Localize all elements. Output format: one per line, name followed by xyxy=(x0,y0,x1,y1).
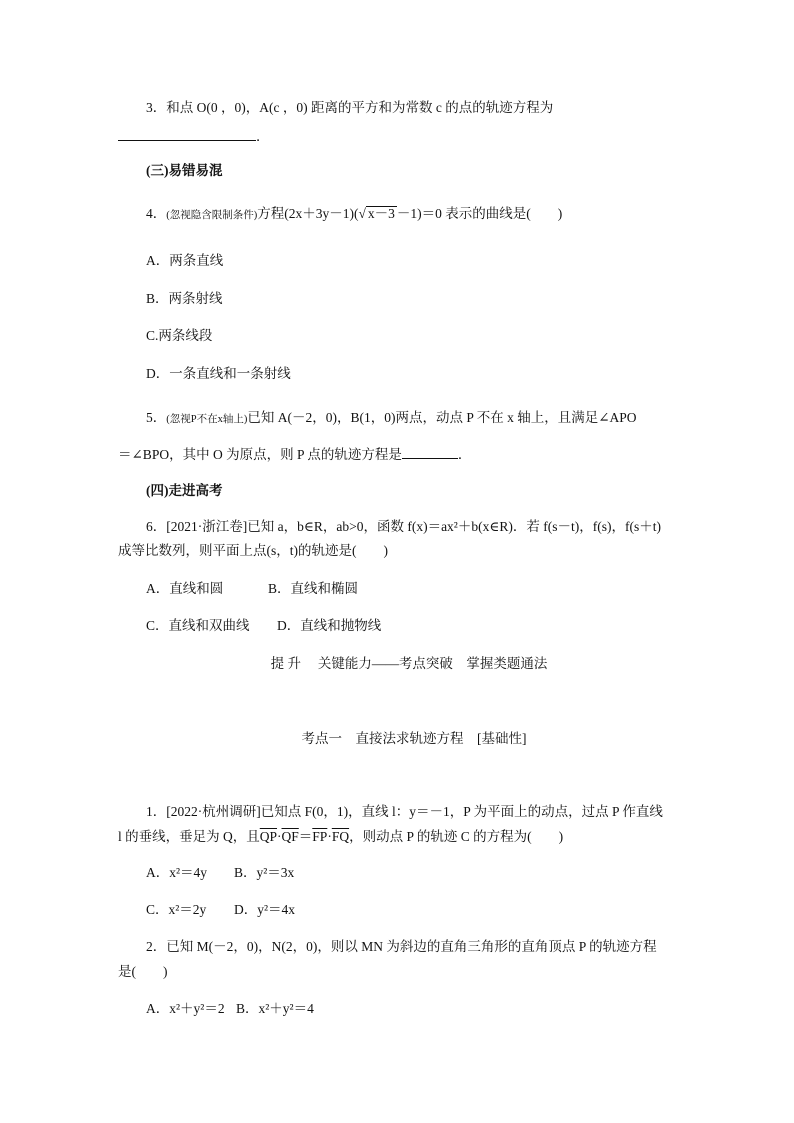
q5-end: ． xyxy=(457,447,472,462)
vector-qp: $\overline{QP}$ xyxy=(259,829,278,844)
section-4-heading: (四)走进高考 xyxy=(146,483,223,498)
q5-text: 已知 A(－2，0)，B(1，0)两点，动点 P 不在 x 轴上，且满足∠APO xyxy=(247,410,637,425)
q3-answer-line xyxy=(118,126,270,146)
q4-option-d: D．一条直线和一条射线 xyxy=(146,366,291,381)
q4-option-b: B．两条射线 xyxy=(146,291,223,306)
p1-option-c: C．x²＝2y xyxy=(146,902,207,917)
q3-line1: 3．和点 O(0 ，0)，A(c ，0) 距离的平方和为常数 c 的点的轨迹方程为 xyxy=(146,100,554,115)
p1-line2 xyxy=(118,828,563,846)
q4-stem xyxy=(146,205,562,225)
p1-text-b: ，则动点 P 的轨迹 C 的方程为( ) xyxy=(349,829,564,844)
q6-option-b: B．直线和椭圆 xyxy=(268,581,359,596)
q5-num: 5． xyxy=(146,410,167,425)
dot-2: · xyxy=(327,829,332,844)
p1-option-a: A．x²＝4y xyxy=(146,865,208,880)
q4-text-a: 方程(2x＋3y－1)( xyxy=(257,206,359,221)
q4-text-b: －1)＝0 表示的曲线是( ) xyxy=(396,206,563,221)
q5-line1 xyxy=(146,409,637,429)
p2-option-b: B．x²＋y²＝4 xyxy=(236,1001,314,1016)
p1-text-a: l 的垂线，垂足为 Q，且 xyxy=(118,829,260,844)
vector-fp: $\overline{FP}$ xyxy=(312,829,328,844)
p1-line1: 1．[2022·杭州调研]已知点 F(0，1)，直线 l：y＝－1，P 为平面上的动点，过点 P 作直线 xyxy=(146,804,663,819)
q4-hint: (忽视隐含限制条件) xyxy=(166,210,258,221)
q3-blank xyxy=(118,126,256,141)
section-heading-main: 提 升 关键能力——考点突破 掌握类题通法 xyxy=(270,656,548,671)
q6-option-c: C．直线和双曲线 xyxy=(146,618,250,633)
p1-options-row2 xyxy=(146,901,295,919)
p1-options-row1 xyxy=(146,864,294,882)
section-3-heading: (三)易错易混 xyxy=(146,163,223,178)
vector-fq: $\overline{FQ}$ xyxy=(331,829,350,844)
q3-end: ． xyxy=(256,129,270,144)
p2-option-a: A．x²＋y²＝2 xyxy=(146,1001,225,1016)
sqrt-symbol: √ xyxy=(358,206,366,221)
equals-sign: ＝ xyxy=(298,829,313,844)
p2-line2: 是( ) xyxy=(118,964,168,979)
p1-option-b: B．y²＝3x xyxy=(234,865,295,880)
q5-hint: (忽视P不在x轴上) xyxy=(166,414,248,425)
q5-line2 xyxy=(118,444,471,464)
q6-line2: 成等比数列，则平面上点(s，t)的轨迹是( ) xyxy=(118,543,388,558)
p2-options-row1 xyxy=(146,1000,314,1018)
q5-text2: ＝∠BPO，其中 O 为原点，则 P 点的轨迹方程是 xyxy=(118,447,402,462)
q6-option-d: D．直线和抛物线 xyxy=(277,618,382,633)
dot-1: · xyxy=(277,829,282,844)
kaodian-1-heading: 考点一 直接法求轨迹方程 [基础性] xyxy=(301,731,527,746)
q4-option-c: C.两条线段 xyxy=(146,328,213,343)
q4-num: 4． xyxy=(146,206,167,221)
q5-blank xyxy=(402,444,458,459)
q4-option-a: A．两条直线 xyxy=(146,253,224,268)
q6-option-a: A．直线和圆 xyxy=(146,581,224,596)
q6-options-row2 xyxy=(146,617,381,635)
p1-option-d: D．y²＝4x xyxy=(234,902,296,917)
p2-line1: 2．已知 M(－2，0)，N(2，0)，则以 MN 为斜边的直角三角形的直角顶点 P 的轨迹方程 xyxy=(146,939,657,954)
vector-qf: $\overline{QF}$ xyxy=(281,829,299,844)
q6-options-row1 xyxy=(146,580,358,598)
q4-radicand: x－3 xyxy=(367,206,395,221)
q6-line1: 6．[2021·浙江卷]已知 a，b∈R，ab>0，函数 f(x)＝ax²＋b(x∈R)．若 f(s－t)，f(s)，f(s＋t) xyxy=(146,519,661,534)
